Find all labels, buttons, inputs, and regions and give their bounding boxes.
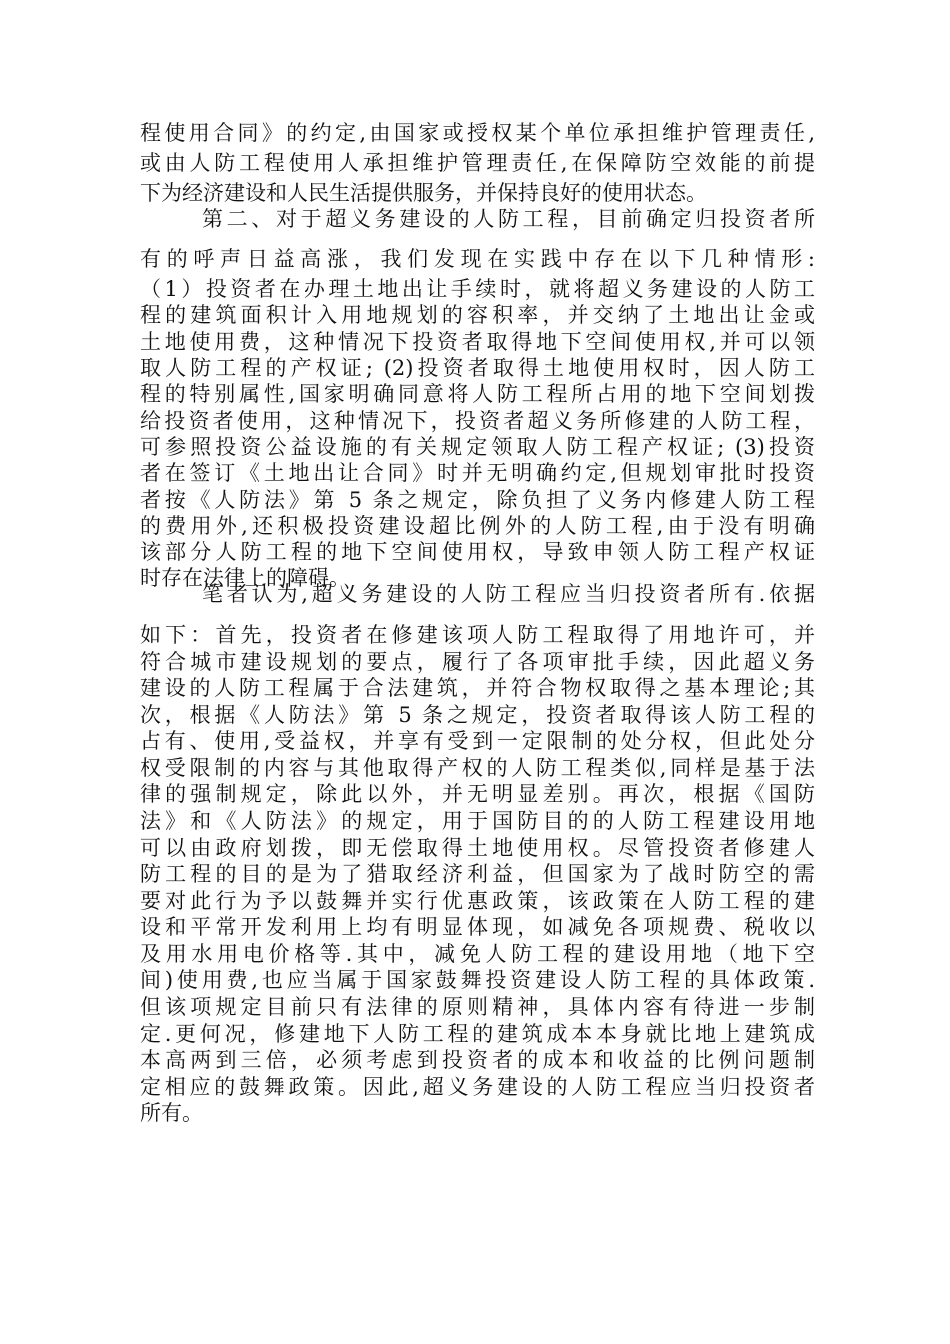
paragraph-line: 律的强制规定，除此以外，并无明显差别。再次，根据《国防: [140, 782, 815, 806]
paragraph-line: 本高两到三倍，必须考虑到投资者的成本和收益的比例问题制: [140, 1048, 815, 1072]
paragraph-line: （1）投资者在办理土地出让手续时，就将超义务建设的人防工: [140, 277, 815, 301]
paragraph-line: 程使用合同》的约定,由国家或授权某个单位承担维护管理责任,: [140, 121, 815, 145]
paragraph-line: 土地使用费，这种情况下投资者取得地下空间使用权,并可以领: [140, 330, 815, 354]
paragraph-line: 占有、使用,受益权，并享有受到一定限制的处分权，但此处分: [140, 729, 815, 753]
paragraph-line: 可以由政府划拨，即无偿取得土地使用权。尽管投资者修建人: [140, 836, 815, 860]
paragraph-line: 符合城市建设规划的要点，履行了各项审批手续，因此超义务: [140, 650, 815, 674]
paragraph-line: 的费用外,还积极投资建设超比例外的人防工程,由于没有明确: [140, 514, 815, 538]
paragraph-line: 但该项规定目前只有法律的原则精神，具体内容有待进一步制: [140, 995, 815, 1019]
paragraph-line: 定相应的鼓舞政策。因此,超义务建设的人防工程应当归投资者: [140, 1075, 815, 1099]
paragraph-line: 要对此行为予以鼓舞并实行优惠政策，该政策在人防工程的建: [140, 889, 815, 913]
paragraph-line: 者在签订《土地出让合同》时并无明确约定,但规划审批时投资: [140, 461, 815, 485]
paragraph-line: 设和平常开发利用上均有明显体现，如减免各项规费、税收以: [140, 915, 815, 939]
paragraph-line: 下为经济建设和人民生活提供服务，并保持良好的使用状态。: [140, 181, 707, 205]
paragraph-line: 可参照投资公益设施的有关规定领取人防工程产权证; (3)投资: [140, 435, 815, 459]
paragraph-line: 建设的人防工程属于合法建筑，并符合物权取得之基本理论;其: [140, 676, 815, 700]
paragraph-line: 给投资者使用，这种情况下，投资者超义务所修建的人防工程，: [140, 409, 815, 433]
paragraph-line: 者按《人防法》第 5 条之规定，除负担了义务内修建人防工程: [140, 488, 815, 512]
paragraph-line: 有的呼声日益高涨，我们发现在实践中存在以下几种情形:: [140, 247, 815, 271]
paragraph-line: 第二、对于超义务建设的人防工程，目前确定归投资者所: [202, 207, 815, 231]
paragraph-line: 防工程的目的是为了猎取经济利益，但国家为了战时防空的需: [140, 862, 815, 886]
paragraph-line: 时存在法律上的障碍。: [140, 566, 350, 590]
paragraph-line: 次，根据《人防法》第 5 条之规定，投资者取得该人防工程的: [140, 703, 815, 727]
paragraph-line: 定.更何况，修建地下人防工程的建筑成本本身就比地上建筑成: [140, 1022, 815, 1046]
paragraph-line: 取人防工程的产权证; (2)投资者取得土地使用权时，因人防工: [140, 356, 815, 380]
paragraph-line: 程的特别属性,国家明确同意将人防工程所占用的地下空间划拨: [140, 382, 815, 406]
paragraph-line: 如下：首先，投资者在修建该项人防工程取得了用地许可，并: [140, 623, 815, 647]
paragraph-line: 程的建筑面积计入用地规划的容积率，并交纳了土地出让金或: [140, 303, 815, 327]
paragraph-line: 笔者认为,超义务建设的人防工程应当归投资者所有.依据: [202, 582, 815, 606]
paragraph-line: 及用水用电价格等.其中，减免人防工程的建设用地（地下空: [140, 942, 815, 966]
paragraph-line: 法》和《人防法》的规定，用于国防目的的人防工程建设用地: [140, 809, 815, 833]
paragraph-line: 所有。: [140, 1101, 203, 1125]
paragraph-line: 权受限制的内容与其他取得产权的人防工程类似,同样是基于法: [140, 756, 815, 780]
paragraph-line: 该部分人防工程的地下空间使用权，导致申领人防工程产权证: [140, 540, 815, 564]
paragraph-line: 间)使用费,也应当属于国家鼓舞投资建设人防工程的具体政策.: [140, 968, 815, 992]
paragraph-line: 或由人防工程使用人承担维护管理责任,在保障防空效能的前提: [140, 151, 815, 175]
